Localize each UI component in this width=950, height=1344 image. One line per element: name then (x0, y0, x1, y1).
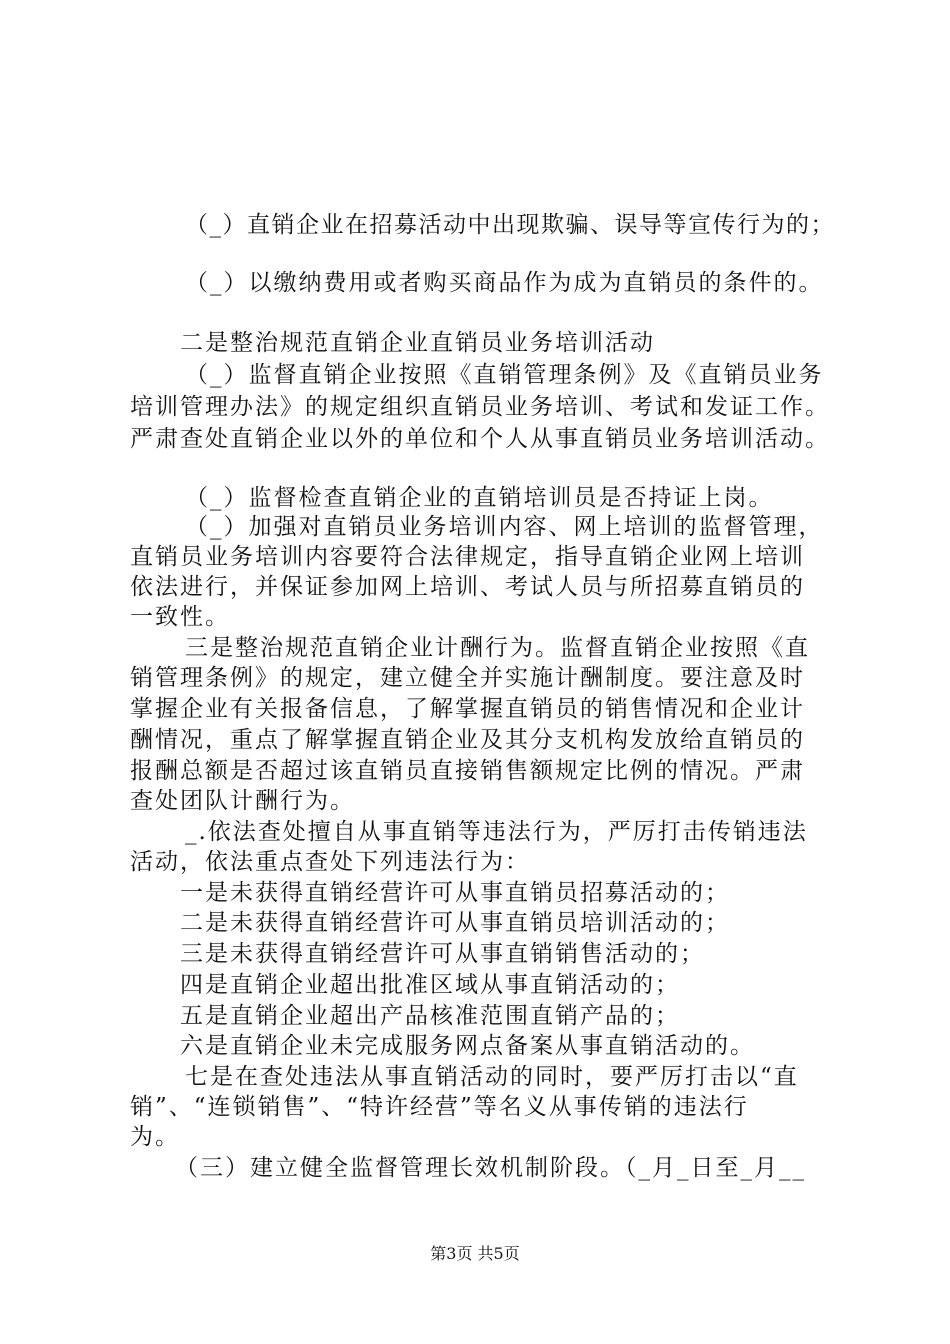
list-item: 四是直销企业超出批准区域从事直销活动的； (180, 972, 680, 998)
paragraph-line: （_）监督检查直销企业的直销培训员是否持证上岗。 (185, 485, 774, 511)
paragraph-line: 销管理条例》的规定，建立健全并实施计酬制度。要注意及时 (130, 665, 805, 691)
list-item: 一是未获得直销经营许可从事直销员招募活动的； (180, 880, 730, 906)
paragraph-line: （_）直销企业在招募活动中出现欺骗、误导等宣传行为的； (185, 212, 835, 238)
list-item: 六是直销企业未完成服务网点备案从事直销活动的。 (180, 1033, 755, 1059)
section-heading: （三）建立健全监督管理长效机制阶段。（_月_日至_月__ (175, 1155, 806, 1181)
paragraph-line: 活动，依法重点查处下列违法行为： (130, 849, 530, 875)
paragraph-line: 掌握企业有关报备信息，了解掌握直销员的销售情况和企业计 (130, 696, 805, 722)
page-number-footer: 第3页 共5页 (430, 1244, 520, 1263)
list-item: 三是未获得直销经营许可从事直销销售活动的； (180, 941, 705, 967)
paragraph-line: 报酬总额是否超过该直销员直接销售额规定比例的情况。严肃 (130, 758, 805, 784)
paragraph-line: （_）监督直销企业按照《直销管理条例》及《直销员业务 (185, 362, 824, 388)
paragraph-line: 依法进行，并保证参加网上培训、考试人员与所招募直销员的 (130, 574, 805, 600)
list-item: 五是直销企业超出产品核准范围直销产品的； (180, 1003, 680, 1029)
paragraph-line: 严肃查处直销企业以外的单位和个人从事直销员业务培训活动。 (130, 426, 830, 452)
paragraph-line: 酬情况，重点了解掌握直销企业及其分支机构发放给直销员的 (130, 727, 805, 753)
paragraph-line: _.依法查处擅自从事直销等违法行为，严厉打击传销违法 (185, 819, 808, 845)
paragraph-line: （_）加强对直销员业务培训内容、网上培训的监督管理， (185, 514, 824, 540)
paragraph-line: 一致性。 (130, 604, 230, 630)
paragraph-line: 查处团队计酬行为。 (130, 788, 355, 814)
paragraph-line: 直销员业务培训内容要符合法律规定，指导直销企业网上培训 (130, 544, 805, 570)
paragraph-line: 七是在查处违法从事直销活动的同时，要严厉打击以“直 (185, 1064, 799, 1090)
paragraph-line: 三是整治规范直销企业计酬行为。监督直销企业按照《直 (185, 635, 810, 661)
section-heading: 二是整治规范直销企业直销员业务培训活动 (180, 330, 655, 356)
paragraph-line: 销”、“连锁销售”、“特许经营”等名义从事传销的违法行 (130, 1094, 749, 1120)
paragraph-line: 为。 (130, 1124, 180, 1150)
list-item: 二是未获得直销经营许可从事直销员培训活动的； (180, 910, 730, 936)
paragraph-line: 培训管理办法》的规定组织直销员业务培训、考试和发证工作。 (130, 394, 830, 420)
paragraph-line: （_）以缴纳费用或者购买商品作为成为直销员的条件的。 (185, 270, 824, 296)
